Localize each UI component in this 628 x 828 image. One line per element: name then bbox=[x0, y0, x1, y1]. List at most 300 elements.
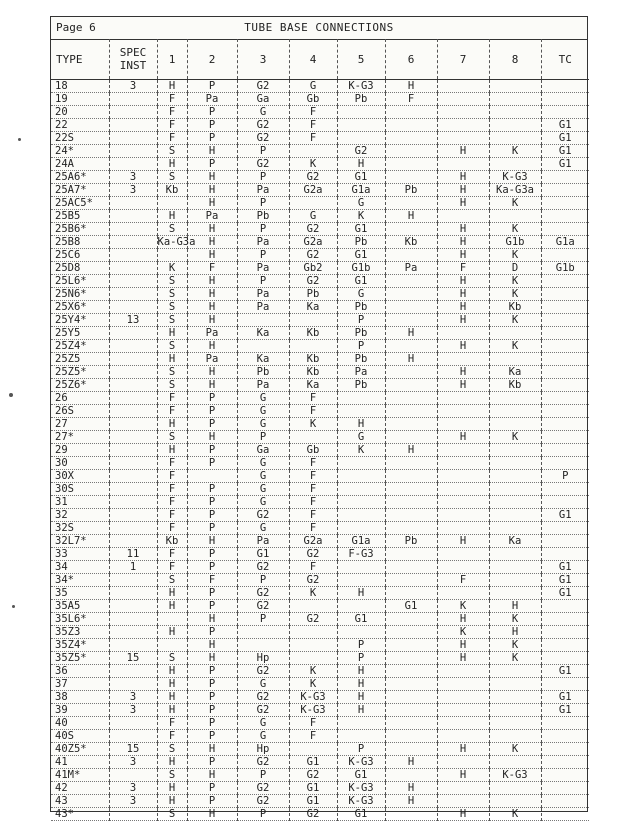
cell-pin-6 bbox=[385, 301, 437, 314]
cell-pin-5: G1 bbox=[337, 249, 385, 262]
cell-spec-inst: 3 bbox=[109, 171, 157, 184]
cell-pin-5: Pb bbox=[337, 327, 385, 340]
cell-pin-2: P bbox=[187, 717, 237, 730]
cell-top-cap bbox=[541, 210, 589, 223]
cell-pin-4: Kb bbox=[289, 366, 337, 379]
cell-pin-8 bbox=[489, 509, 541, 522]
table-row bbox=[51, 80, 589, 93]
cell-pin-5 bbox=[337, 392, 385, 405]
cell-type: 26 bbox=[51, 392, 109, 405]
cell-top-cap: G1 bbox=[541, 509, 589, 522]
cell-top-cap bbox=[541, 275, 589, 288]
cell-pin-6 bbox=[385, 717, 437, 730]
cell-pin-6 bbox=[385, 808, 437, 821]
cell-type: 25C6 bbox=[51, 249, 109, 262]
cell-pin-2: P bbox=[187, 457, 237, 470]
cell-spec-inst: 3 bbox=[109, 691, 157, 704]
cell-pin-2: H bbox=[187, 639, 237, 652]
cell-pin-1: S bbox=[157, 223, 187, 236]
cell-pin-7 bbox=[437, 548, 489, 561]
cell-pin-2: P bbox=[187, 730, 237, 743]
cell-pin-1: Ka-G3a bbox=[157, 236, 196, 248]
cell-type: 25A6* bbox=[51, 171, 109, 184]
cell-pin-5 bbox=[337, 119, 385, 132]
cell-pin-3: Pa bbox=[237, 379, 289, 392]
cell-spec-inst bbox=[109, 223, 157, 236]
cell-pin-5 bbox=[337, 509, 385, 522]
table-row bbox=[51, 158, 589, 171]
cell-pin-8 bbox=[489, 93, 541, 106]
cell-pin-8 bbox=[489, 730, 541, 743]
cell-pin-5: Pb bbox=[337, 379, 385, 392]
cell-pin-2: P bbox=[187, 691, 237, 704]
cell-spec-inst: 3 bbox=[109, 704, 157, 717]
cell-top-cap bbox=[541, 301, 589, 314]
cell-type: 40S bbox=[51, 730, 109, 743]
cell-pin-4: Kb bbox=[289, 353, 337, 366]
cell-pin-3: G2 bbox=[237, 665, 289, 678]
table-row bbox=[51, 314, 589, 327]
cell-pin-2: P bbox=[187, 522, 237, 535]
cell-pin-8: K bbox=[489, 275, 541, 288]
cell-pin-4: G bbox=[289, 80, 337, 93]
cell-pin-2: H bbox=[187, 652, 237, 665]
cell-pin-1: Kb bbox=[157, 184, 187, 197]
header-top-cap: TC bbox=[541, 39, 589, 80]
table-row bbox=[51, 548, 589, 561]
cell-type: 25L6* bbox=[51, 275, 109, 288]
cell-pin-6: Pb bbox=[385, 184, 437, 197]
table-row bbox=[51, 119, 589, 132]
cell-top-cap: G1 bbox=[541, 158, 589, 171]
cell-pin-3 bbox=[237, 626, 289, 639]
cell-pin-4: G2a bbox=[289, 236, 337, 249]
cell-pin-7 bbox=[437, 327, 489, 340]
cell-pin-3: Ka bbox=[237, 353, 289, 366]
cell-pin-7 bbox=[437, 522, 489, 535]
cell-pin-7 bbox=[437, 496, 489, 509]
cell-pin-7: F bbox=[437, 574, 489, 587]
cell-pin-3: G1 bbox=[237, 548, 289, 561]
cell-type: 25N6* bbox=[51, 288, 109, 301]
cell-spec-inst bbox=[109, 405, 157, 418]
cell-pin-2: H bbox=[187, 431, 237, 444]
cell-pin-4: G2 bbox=[289, 249, 337, 262]
cell-pin-3: Pa bbox=[237, 535, 289, 548]
cell-type: 40 bbox=[51, 717, 109, 730]
cell-pin-8: K bbox=[489, 652, 541, 665]
cell-pin-5: Pb bbox=[337, 353, 385, 366]
cell-pin-2: P bbox=[187, 626, 237, 639]
cell-pin-7 bbox=[437, 795, 489, 808]
cell-type: 25Z5 bbox=[51, 353, 109, 366]
cell-pin-6 bbox=[385, 496, 437, 509]
cell-spec-inst: 15 bbox=[109, 743, 157, 756]
cell-pin-8: K bbox=[489, 613, 541, 626]
cell-pin-5 bbox=[337, 717, 385, 730]
cell-pin-8: K bbox=[489, 431, 541, 444]
cell-pin-7 bbox=[437, 756, 489, 769]
cell-top-cap bbox=[541, 600, 589, 613]
cell-pin-4: F bbox=[289, 522, 337, 535]
cell-pin-4 bbox=[289, 652, 337, 665]
cell-pin-1: F bbox=[157, 717, 187, 730]
cell-pin-2: P bbox=[187, 704, 237, 717]
cell-pin-3: G2 bbox=[237, 756, 289, 769]
cell-pin-1: K bbox=[157, 262, 187, 275]
cell-pin-4: F bbox=[289, 470, 337, 483]
cell-pin-7 bbox=[437, 457, 489, 470]
table-row bbox=[51, 249, 589, 262]
cell-pin-8: K bbox=[489, 340, 541, 353]
cell-pin-3: P bbox=[237, 171, 289, 184]
cell-pin-8 bbox=[489, 106, 541, 119]
header-pin-4: 4 bbox=[289, 39, 337, 80]
cell-spec-inst bbox=[109, 93, 157, 106]
cell-top-cap: G1 bbox=[541, 704, 589, 717]
cell-pin-3: G2 bbox=[237, 158, 289, 171]
cell-pin-1: S bbox=[157, 379, 187, 392]
cell-pin-3: P bbox=[237, 431, 289, 444]
cell-spec-inst bbox=[109, 808, 157, 821]
cell-pin-4: F bbox=[289, 496, 337, 509]
cell-pin-6 bbox=[385, 197, 437, 210]
cell-pin-5: G1 bbox=[337, 769, 385, 782]
cell-spec-inst bbox=[109, 366, 157, 379]
cell-pin-7: H bbox=[437, 340, 489, 353]
cell-top-cap bbox=[541, 743, 589, 756]
cell-pin-1: H bbox=[157, 704, 187, 717]
cell-pin-6 bbox=[385, 626, 437, 639]
cell-pin-6 bbox=[385, 431, 437, 444]
table-row bbox=[51, 496, 589, 509]
cell-pin-5: G bbox=[337, 288, 385, 301]
cell-pin-3: G bbox=[237, 470, 289, 483]
cell-pin-8: K bbox=[489, 743, 541, 756]
cell-pin-4: Gb bbox=[289, 444, 337, 457]
cell-type: 43 bbox=[51, 795, 109, 808]
cell-pin-5: K-G3 bbox=[337, 782, 385, 795]
cell-pin-2: H bbox=[187, 301, 237, 314]
cell-pin-2: P bbox=[187, 600, 237, 613]
cell-pin-3: G bbox=[237, 522, 289, 535]
cell-pin-4: K-G3 bbox=[289, 704, 337, 717]
table-row bbox=[51, 301, 589, 314]
cell-pin-2: P bbox=[187, 158, 237, 171]
cell-pin-6: H bbox=[385, 444, 437, 457]
cell-type: 39 bbox=[51, 704, 109, 717]
cell-pin-5 bbox=[337, 483, 385, 496]
cell-type: 42 bbox=[51, 782, 109, 795]
cell-pin-6 bbox=[385, 652, 437, 665]
table-row bbox=[51, 522, 589, 535]
cell-pin-3: Ga bbox=[237, 93, 289, 106]
cell-spec-inst bbox=[109, 106, 157, 119]
cell-pin-7 bbox=[437, 392, 489, 405]
cell-pin-3: G bbox=[237, 457, 289, 470]
cell-pin-8 bbox=[489, 561, 541, 574]
cell-pin-8 bbox=[489, 665, 541, 678]
cell-pin-2: P bbox=[187, 496, 237, 509]
cell-pin-8 bbox=[489, 210, 541, 223]
cell-pin-8 bbox=[489, 717, 541, 730]
cell-top-cap bbox=[541, 678, 589, 691]
table-row bbox=[51, 652, 589, 665]
cell-pin-5: H bbox=[337, 158, 385, 171]
page-number: Page 6 bbox=[56, 21, 96, 34]
cell-pin-1: S bbox=[157, 808, 187, 821]
cell-pin-1: F bbox=[157, 470, 187, 483]
cell-pin-7 bbox=[437, 353, 489, 366]
cell-pin-4: G1 bbox=[289, 782, 337, 795]
cell-pin-3: P bbox=[237, 275, 289, 288]
cell-pin-1: F bbox=[157, 522, 187, 535]
cell-pin-7: H bbox=[437, 145, 489, 158]
cell-top-cap: P bbox=[541, 470, 589, 483]
cell-pin-6 bbox=[385, 288, 437, 301]
cell-pin-7: H bbox=[437, 769, 489, 782]
cell-top-cap: G1b bbox=[541, 262, 589, 275]
cell-pin-8 bbox=[489, 327, 541, 340]
cell-pin-6: G1 bbox=[385, 600, 437, 613]
cell-pin-1 bbox=[157, 197, 187, 210]
header-pin-5: 5 bbox=[337, 39, 385, 80]
cell-type: 34 bbox=[51, 561, 109, 574]
cell-type: 35Z5* bbox=[51, 652, 109, 665]
cell-spec-inst bbox=[109, 288, 157, 301]
cell-pin-8: Kb bbox=[489, 301, 541, 314]
cell-top-cap: G1 bbox=[541, 145, 589, 158]
cell-pin-6 bbox=[385, 509, 437, 522]
cell-pin-6 bbox=[385, 678, 437, 691]
cell-spec-inst bbox=[109, 444, 157, 457]
tube-base-sheet bbox=[50, 16, 588, 820]
cell-pin-7 bbox=[437, 483, 489, 496]
table-row bbox=[51, 340, 589, 353]
cell-pin-5: G1 bbox=[337, 223, 385, 236]
cell-type: 32 bbox=[51, 509, 109, 522]
cell-pin-7: F bbox=[437, 262, 489, 275]
cell-spec-inst: 3 bbox=[109, 756, 157, 769]
cell-pin-1: S bbox=[157, 652, 187, 665]
cell-top-cap bbox=[541, 444, 589, 457]
cell-pin-2: H bbox=[187, 535, 237, 548]
cell-top-cap bbox=[541, 795, 589, 808]
cell-pin-6: F bbox=[385, 93, 437, 106]
cell-pin-1: F bbox=[157, 483, 187, 496]
cell-type: 33 bbox=[51, 548, 109, 561]
cell-pin-7 bbox=[437, 418, 489, 431]
cell-pin-4: F bbox=[289, 717, 337, 730]
cell-spec-inst bbox=[109, 262, 157, 275]
cell-pin-5: G bbox=[337, 431, 385, 444]
cell-pin-2: H bbox=[187, 197, 237, 210]
cell-pin-1: F bbox=[157, 548, 187, 561]
table-row bbox=[51, 678, 589, 691]
cell-pin-4: F bbox=[289, 392, 337, 405]
header-pin-7: 7 bbox=[437, 39, 489, 80]
cell-pin-3: G bbox=[237, 106, 289, 119]
cell-pin-1: S bbox=[157, 431, 187, 444]
cell-spec-inst bbox=[109, 327, 157, 340]
cell-pin-8: D bbox=[489, 262, 541, 275]
cell-pin-1: S bbox=[157, 769, 187, 782]
cell-pin-6 bbox=[385, 379, 437, 392]
cell-type: 30 bbox=[51, 457, 109, 470]
cell-pin-2: P bbox=[187, 756, 237, 769]
cell-top-cap: G1 bbox=[541, 119, 589, 132]
cell-pin-3 bbox=[237, 340, 289, 353]
table-row bbox=[51, 769, 589, 782]
table-row bbox=[51, 613, 589, 626]
cell-pin-1: H bbox=[157, 626, 187, 639]
cell-type: 25B8 bbox=[51, 236, 109, 249]
cell-spec-inst bbox=[109, 392, 157, 405]
cell-pin-6: H bbox=[385, 210, 437, 223]
cell-spec-inst bbox=[109, 769, 157, 782]
cell-pin-1: F bbox=[157, 119, 187, 132]
cell-pin-7 bbox=[437, 80, 489, 93]
cell-pin-1: F bbox=[157, 106, 187, 119]
cell-pin-1: H bbox=[157, 444, 187, 457]
cell-pin-5: P bbox=[337, 652, 385, 665]
header-type: TYPE bbox=[51, 39, 109, 80]
cell-pin-6 bbox=[385, 730, 437, 743]
cell-pin-2: H bbox=[187, 249, 237, 262]
cell-pin-3: G2 bbox=[237, 132, 289, 145]
cell-pin-2: H bbox=[187, 769, 237, 782]
cell-pin-8 bbox=[489, 522, 541, 535]
cell-top-cap bbox=[541, 249, 589, 262]
table-row bbox=[51, 353, 589, 366]
cell-pin-8 bbox=[489, 457, 541, 470]
cell-type: 26S bbox=[51, 405, 109, 418]
cell-pin-7: H bbox=[437, 639, 489, 652]
cell-pin-1: S bbox=[157, 340, 187, 353]
table-row bbox=[51, 288, 589, 301]
cell-pin-3: P bbox=[237, 197, 289, 210]
cell-pin-2 bbox=[187, 470, 237, 483]
table-row bbox=[51, 106, 589, 119]
cell-pin-4: Ka bbox=[289, 379, 337, 392]
cell-pin-6 bbox=[385, 691, 437, 704]
cell-pin-5: H bbox=[337, 691, 385, 704]
cell-pin-8: K bbox=[489, 314, 541, 327]
cell-pin-6: H bbox=[385, 80, 437, 93]
cell-pin-5 bbox=[337, 600, 385, 613]
table-row bbox=[51, 366, 589, 379]
cell-pin-5: K-G3 bbox=[337, 756, 385, 769]
cell-pin-3: G bbox=[237, 678, 289, 691]
cell-pin-5: G1 bbox=[337, 171, 385, 184]
cell-pin-8: K bbox=[489, 288, 541, 301]
table-row bbox=[51, 392, 589, 405]
cell-pin-3: G2 bbox=[237, 795, 289, 808]
cell-pin-2: Pa bbox=[187, 353, 237, 366]
cell-spec-inst: 13 bbox=[109, 314, 157, 327]
cell-pin-7: H bbox=[437, 223, 489, 236]
cell-pin-8 bbox=[489, 704, 541, 717]
cell-top-cap bbox=[541, 288, 589, 301]
cell-pin-1: H bbox=[157, 327, 187, 340]
cell-top-cap bbox=[541, 652, 589, 665]
cell-pin-2: P bbox=[187, 561, 237, 574]
cell-spec-inst bbox=[109, 379, 157, 392]
cell-top-cap bbox=[541, 613, 589, 626]
cell-pin-6: Pa bbox=[385, 262, 437, 275]
cell-pin-1: H bbox=[157, 587, 187, 600]
cell-top-cap bbox=[541, 223, 589, 236]
cell-pin-6 bbox=[385, 665, 437, 678]
cell-spec-inst bbox=[109, 197, 157, 210]
cell-pin-7: H bbox=[437, 236, 489, 249]
cell-pin-8: K bbox=[489, 197, 541, 210]
cell-pin-4: F bbox=[289, 483, 337, 496]
cell-top-cap bbox=[541, 496, 589, 509]
cell-top-cap bbox=[541, 522, 589, 535]
cell-pin-3: G bbox=[237, 392, 289, 405]
cell-pin-1: F bbox=[157, 392, 187, 405]
cell-pin-3: Pa bbox=[237, 262, 289, 275]
cell-pin-6 bbox=[385, 145, 437, 158]
cell-pin-1: F bbox=[157, 730, 187, 743]
cell-pin-8 bbox=[489, 418, 541, 431]
cell-type: 25Z6* bbox=[51, 379, 109, 392]
cell-pin-4: G2 bbox=[289, 171, 337, 184]
cell-type: 20 bbox=[51, 106, 109, 119]
cell-top-cap bbox=[541, 171, 589, 184]
cell-pin-5: K-G3 bbox=[337, 795, 385, 808]
cell-spec-inst: 3 bbox=[109, 795, 157, 808]
table-row bbox=[51, 808, 589, 821]
cell-pin-5: G1 bbox=[337, 613, 385, 626]
cell-pin-6: H bbox=[385, 327, 437, 340]
cell-pin-7 bbox=[437, 405, 489, 418]
cell-pin-3: G2 bbox=[237, 80, 289, 93]
cell-pin-3: G bbox=[237, 496, 289, 509]
cell-type: 25A7* bbox=[51, 184, 109, 197]
cell-pin-2: H bbox=[187, 184, 237, 197]
cell-top-cap bbox=[541, 340, 589, 353]
cell-pin-3: G2 bbox=[237, 587, 289, 600]
cell-pin-5: F-G3 bbox=[337, 548, 385, 561]
cell-top-cap bbox=[541, 405, 589, 418]
cell-pin-3: P bbox=[237, 249, 289, 262]
cell-pin-1: H bbox=[157, 353, 187, 366]
table-row bbox=[51, 418, 589, 431]
cell-pin-5: G1b bbox=[337, 262, 385, 275]
cell-pin-7: H bbox=[437, 743, 489, 756]
table-row bbox=[51, 405, 589, 418]
cell-pin-4 bbox=[289, 639, 337, 652]
cell-top-cap: G1 bbox=[541, 132, 589, 145]
table-row bbox=[51, 561, 589, 574]
cell-pin-1 bbox=[157, 639, 187, 652]
cell-pin-2: P bbox=[187, 119, 237, 132]
cell-pin-7 bbox=[437, 691, 489, 704]
cell-pin-4 bbox=[289, 626, 337, 639]
cell-pin-6: H bbox=[385, 782, 437, 795]
table-row bbox=[51, 145, 589, 158]
cell-pin-8 bbox=[489, 678, 541, 691]
cell-pin-1: S bbox=[157, 314, 187, 327]
cell-pin-4: F bbox=[289, 132, 337, 145]
cell-top-cap bbox=[541, 483, 589, 496]
cell-pin-2: H bbox=[187, 223, 237, 236]
cell-pin-1: H bbox=[157, 665, 187, 678]
cell-type: 41 bbox=[51, 756, 109, 769]
cell-pin-1: S bbox=[157, 145, 187, 158]
